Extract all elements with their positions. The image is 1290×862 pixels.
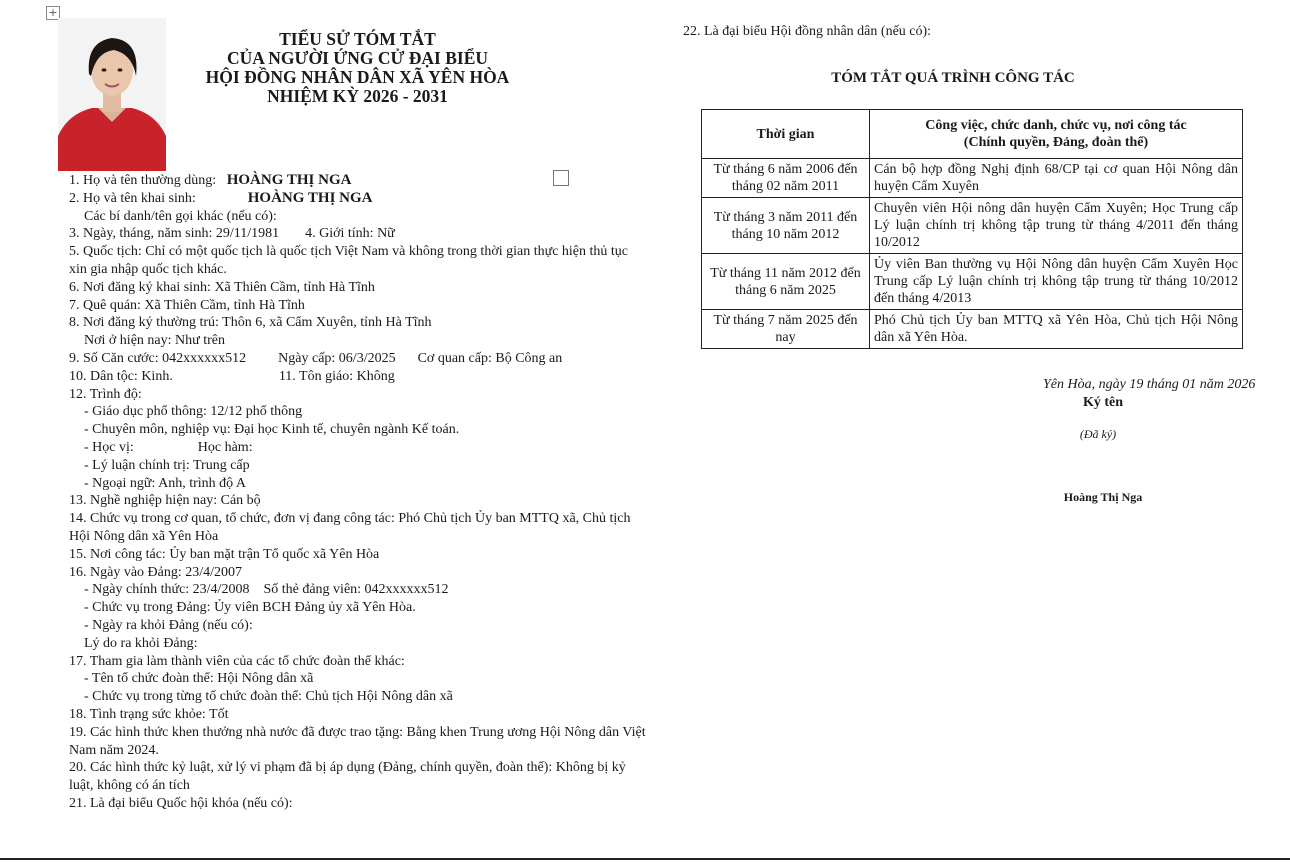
document-title: [175, 30, 540, 106]
field-party-join-date: 16. Ngày vào Đảng: 23/4/2007: [69, 564, 243, 580]
field-common-name: 1. Họ và tên thường dùng: HOÀNG THỊ NGA: [69, 172, 352, 188]
field-foreign-language: - Ngoại ngữ: Anh, trình độ A: [84, 475, 246, 491]
field-current-residence: Nơi ở hiện nay: Như trên: [84, 333, 225, 349]
table-move-handle-icon[interactable]: +: [46, 6, 60, 20]
row-description: Chuyên viên Hội nông dân huyện Cẩm Xuyên; Học Trung cấp Lý luận chính trị không tập trung từ tháng 4/2011 đến tháng 10/2012: [870, 198, 1243, 254]
field-id-card: 9. Số Căn cước: 042xxxxxx512 Ngày cấp: 06/3/2025 Cơ quan cấp: Bộ Công an: [69, 350, 563, 366]
field-party-leave-reason: Lý do ra khỏi Đảng:: [84, 635, 198, 651]
signer-name: Hoàng Thị Nga: [1063, 490, 1143, 504]
portrait-image: [58, 18, 166, 171]
field-permanent-residence: 8. Nơi đăng ký thường trú: Thôn 6, xã Cẩm Xuyên, tỉnh Hà Tĩnh: [69, 315, 432, 331]
biography-section: [69, 172, 649, 813]
title-line-1: TIỂU SỬ TÓM TẮT: [279, 29, 436, 49]
row-description: Ủy viên Ban thường vụ Hội Nông dân huyện Cẩm Xuyên Học Trung cấp Lý luận chính trị không tập trung từ tháng 10/2012 đến tháng 4/2013: [870, 254, 1243, 310]
field-national-assembly: 21. Là đại biểu Quốc hội khóa (nếu có):: [69, 795, 293, 811]
row-time: Từ tháng 3 năm 2011 đến tháng 10 năm 2012: [702, 198, 870, 254]
title-line-4: NHIỆM KỲ 2026 - 2031: [267, 86, 448, 106]
field-specialization: - Chuyên môn, nghiệp vụ: Đại học Kinh tế, chuyên ngành Kế toán.: [84, 422, 460, 438]
title-line-2: CỦA NGƯỜI ỨNG CỬ ĐẠI BIỂU: [226, 48, 489, 68]
column-header-description-line-1: Công việc, chức danh, chức vụ, nơi công tác: [925, 118, 1187, 133]
field-general-education: - Giáo dục phổ thông: 12/12 phổ thông: [84, 404, 303, 420]
field-party-official-date: - Ngày chính thức: 23/4/2008 Số thẻ đảng viên: 042xxxxxx512: [84, 582, 449, 598]
signature-place-date: Yên Hòa, ngày 19 tháng 01 năm 2026: [1043, 377, 1256, 392]
row-description: Phó Chủ tịch Ủy ban MTTQ xã Yên Hòa, Chủ tịch Hội Nông dân xã Yên Hòa.: [870, 310, 1243, 349]
field-health: 18. Tình trạng sức khỏe: Tốt: [69, 706, 229, 722]
candidate-portrait: [58, 18, 166, 171]
table-header-row: [702, 110, 1243, 159]
field-party-position: - Chức vụ trong Đảng: Ủy viên BCH Đảng ủy xã Yên Hòa.: [84, 600, 416, 616]
page-bottom-border: [0, 858, 1290, 860]
field-birth-name: 2. Họ và tên khai sinh: HOÀNG THỊ NGA: [69, 189, 373, 206]
table-row: [702, 310, 1243, 349]
column-header-description-line-2: (Chính quyền, Đảng, đoàn thể): [963, 135, 1149, 150]
field-degree: - Học vị: Học hàm:: [84, 439, 253, 455]
column-header-description: [870, 110, 1243, 159]
signature-status: (Đã ký): [1079, 427, 1117, 441]
field-council-delegate: 22. Là đại biểu Hội đồng nhân dân (nếu có):: [683, 24, 932, 39]
field-education: 12. Trình độ:: [69, 386, 142, 402]
field-ethnicity-religion: 10. Dân tộc: Kinh. 11. Tôn giáo: Không: [69, 368, 395, 384]
field-occupation: 13. Nghề nghiệp hiện nay: Cán bộ: [69, 493, 261, 509]
field-aliases: Các bí danh/tên gọi khác (nếu có):: [84, 208, 277, 224]
field-birthdate-gender: 3. Ngày, tháng, năm sinh: 29/11/1981 4. Giới tính: Nữ: [69, 226, 395, 242]
table-row: [702, 254, 1243, 310]
work-history-title: TÓM TẮT QUÁ TRÌNH CÔNG TÁC: [831, 70, 1075, 86]
column-header-time: Thời gian: [702, 110, 870, 159]
table-row: [702, 198, 1243, 254]
row-time: Từ tháng 11 năm 2012 đến tháng 6 năm 2025: [702, 254, 870, 310]
row-description: Cán bộ hợp đồng Nghị định 68/CP tại cơ quan Hội Nông dân huyện Cẩm Xuyên: [870, 159, 1243, 198]
title-line-3: HỘI ĐỒNG NHÂN DÂN XÃ YÊN HÒA: [205, 67, 510, 87]
field-organizations: 17. Tham gia làm thành viên của các tổ chức đoàn thể khác:: [69, 653, 405, 669]
field-nationality: 5. Quốc tịch: Chỉ có một quốc tịch là quốc tịch Việt Nam và không trong thời gian thực hiện thủ tục xin gia nhập quốc tịch khác.: [69, 244, 629, 277]
field-hometown: 7. Quê quán: Xã Thiên Cầm, tỉnh Hà Tĩnh: [69, 297, 305, 313]
table-row: [702, 159, 1243, 198]
field-awards: 19. Các hình thức khen thưởng nhà nước đã được trao tặng: Bằng khen Trung ương Hội Nông dân Việt Nam năm 2024.: [69, 724, 646, 758]
row-time: Từ tháng 6 năm 2006 đến tháng 02 năm 2011: [702, 159, 870, 198]
field-discipline: 20. Các hình thức kỷ luật, xử lý vi phạm đã bị áp dụng (Đảng, chính quyền, đoàn thể): Không bị kỷ luật, không có án tích: [69, 760, 626, 794]
row-time: Từ tháng 7 năm 2025 đến nay: [702, 310, 870, 349]
field-position: 14. Chức vụ trong cơ quan, tổ chức, đơn vị đang công tác: Phó Chủ tịch Ủy ban MTTQ xã, Chủ tịch Hội Nông dân xã Yên Hòa: [69, 511, 631, 544]
field-workplace: 15. Nơi công tác: Ủy ban mặt trận Tổ quốc xã Yên Hòa: [69, 546, 380, 562]
field-political-theory: - Lý luận chính trị: Trung cấp: [84, 457, 250, 473]
field-organization-role: - Chức vụ trong từng tổ chức đoàn thể: Chủ tịch Hội Nông dân xã: [84, 689, 453, 705]
signature-label: Ký tên: [1082, 395, 1124, 410]
work-history-table: [701, 109, 1243, 349]
field-organization-name: - Tên tổ chức đoàn thể: Hội Nông dân xã: [84, 671, 314, 687]
field-birth-registration: 6. Nơi đăng ký khai sinh: Xã Thiên Cầm, tỉnh Hà Tĩnh: [69, 279, 375, 295]
field-party-leave-date: - Ngày ra khỏi Đảng (nếu có):: [84, 617, 253, 633]
